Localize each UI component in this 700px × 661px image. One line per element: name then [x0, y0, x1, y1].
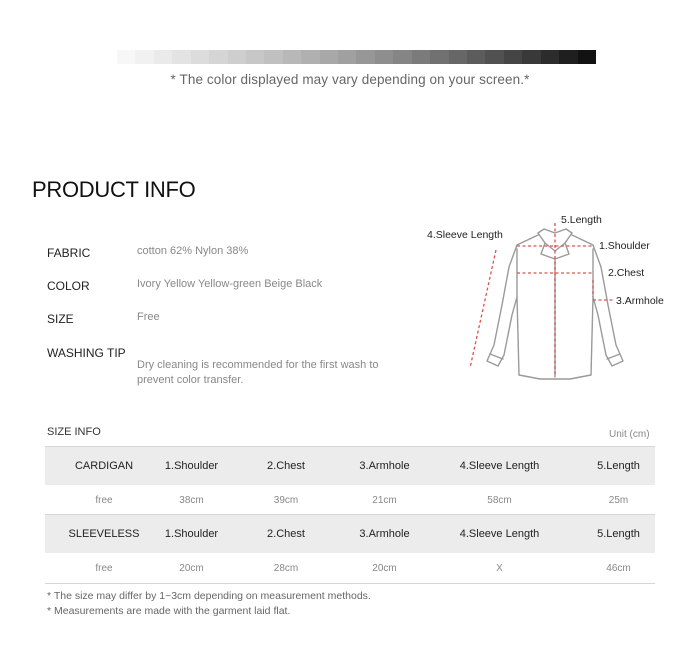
fabric-label: FABRIC	[47, 246, 91, 260]
data-cell: 20cm	[372, 562, 397, 574]
color-disclaimer: * The color displayed may vary depending on your screen.*	[170, 72, 530, 87]
measurement-diagram	[420, 205, 700, 390]
diagram-label-chest: 2.Chest	[608, 267, 645, 279]
gray-swatch	[228, 50, 246, 64]
washing-tip-label: WASHING TIP	[47, 346, 126, 360]
gray-swatch	[117, 50, 135, 64]
header-cell: 4.Sleeve Length	[459, 528, 540, 540]
diagram-label-shoulder: 1.Shoulder	[599, 240, 650, 252]
footnote-flat-measurement: * Measurements are made with the garment laid flat.	[47, 605, 291, 617]
gray-swatch	[320, 50, 338, 64]
data-cell: 20cm	[179, 562, 204, 574]
table-row	[45, 485, 655, 516]
gray-swatch	[485, 50, 503, 64]
data-cell: 28cm	[273, 562, 299, 574]
gray-swatch	[449, 50, 467, 64]
data-cell: free	[95, 562, 113, 574]
header-cell: 3.Armhole	[359, 528, 410, 540]
header-cell: 5.Length	[597, 528, 640, 540]
gray-swatch	[430, 50, 448, 64]
gray-swatch	[578, 50, 596, 64]
data-cell: free	[95, 494, 113, 506]
size-table-header-row	[45, 514, 655, 553]
footnote-measurement-variance: * The size may differ by 1~3cm depending on measurement methods.	[47, 590, 371, 602]
size-label: SIZE	[47, 312, 74, 326]
gray-swatch	[467, 50, 485, 64]
data-cell: X	[496, 562, 503, 574]
gray-swatch	[504, 50, 522, 64]
header-cell: 2.Chest	[267, 460, 305, 472]
gray-swatch	[412, 50, 430, 64]
table-name: SLEEVELESS	[68, 528, 140, 540]
gray-swatch	[264, 50, 282, 64]
header-cell: 1.Shoulder	[164, 460, 219, 472]
gray-swatch	[522, 50, 540, 64]
header-cell: 4.Sleeve Length	[459, 460, 540, 472]
washing-tip-line-2: prevent color transfer.	[137, 374, 244, 386]
gray-swatch	[393, 50, 411, 64]
grayscale-color-bar	[117, 50, 596, 64]
color-label: COLOR	[47, 279, 90, 293]
header-cell: 3.Armhole	[359, 460, 410, 472]
color-value: Ivory Yellow Yellow-green Beige Black	[137, 278, 323, 290]
gray-swatch	[209, 50, 227, 64]
gray-swatch	[172, 50, 190, 64]
gray-swatch	[338, 50, 356, 64]
size-info-title: SIZE INFO	[47, 426, 101, 438]
gray-swatch	[154, 50, 172, 64]
gray-swatch	[191, 50, 209, 64]
header-cell: 1.Shoulder	[164, 528, 219, 540]
gray-swatch	[246, 50, 264, 64]
gray-swatch	[356, 50, 374, 64]
washing-tip-line-1: Dry cleaning is recommended for the first wash to	[137, 359, 379, 371]
fabric-value: cotton 62% Nylon 38%	[137, 245, 249, 257]
diagram-label-sleeve-length: 4.Sleeve Length	[427, 229, 503, 241]
header-cell: 5.Length	[597, 460, 640, 472]
gray-swatch	[541, 50, 559, 64]
unit-label: Unit (cm)	[609, 429, 650, 440]
gray-swatch	[301, 50, 319, 64]
data-cell: 58cm	[487, 494, 512, 506]
size-table-cardigan	[45, 446, 655, 516]
data-cell: 21cm	[372, 494, 397, 506]
gray-swatch	[283, 50, 301, 64]
data-cell: 25m	[608, 494, 629, 506]
size-table-header-row	[45, 446, 655, 485]
page-title: PRODUCT INFO	[32, 177, 196, 202]
data-cell: 46cm	[606, 562, 631, 574]
size-table-sleeveless	[45, 514, 655, 584]
table-name: CARDIGAN	[74, 460, 134, 472]
gray-swatch	[135, 50, 153, 64]
table-row	[45, 553, 655, 584]
diagram-label-length: 5.Length	[561, 214, 602, 226]
gray-swatch	[559, 50, 577, 64]
diagram-label-armhole: 3.Armhole	[616, 295, 664, 307]
size-value: Free	[137, 311, 160, 323]
header-cell: 2.Chest	[267, 528, 305, 540]
data-cell: 38cm	[179, 494, 204, 506]
data-cell: 39cm	[273, 494, 299, 506]
gray-swatch	[375, 50, 393, 64]
